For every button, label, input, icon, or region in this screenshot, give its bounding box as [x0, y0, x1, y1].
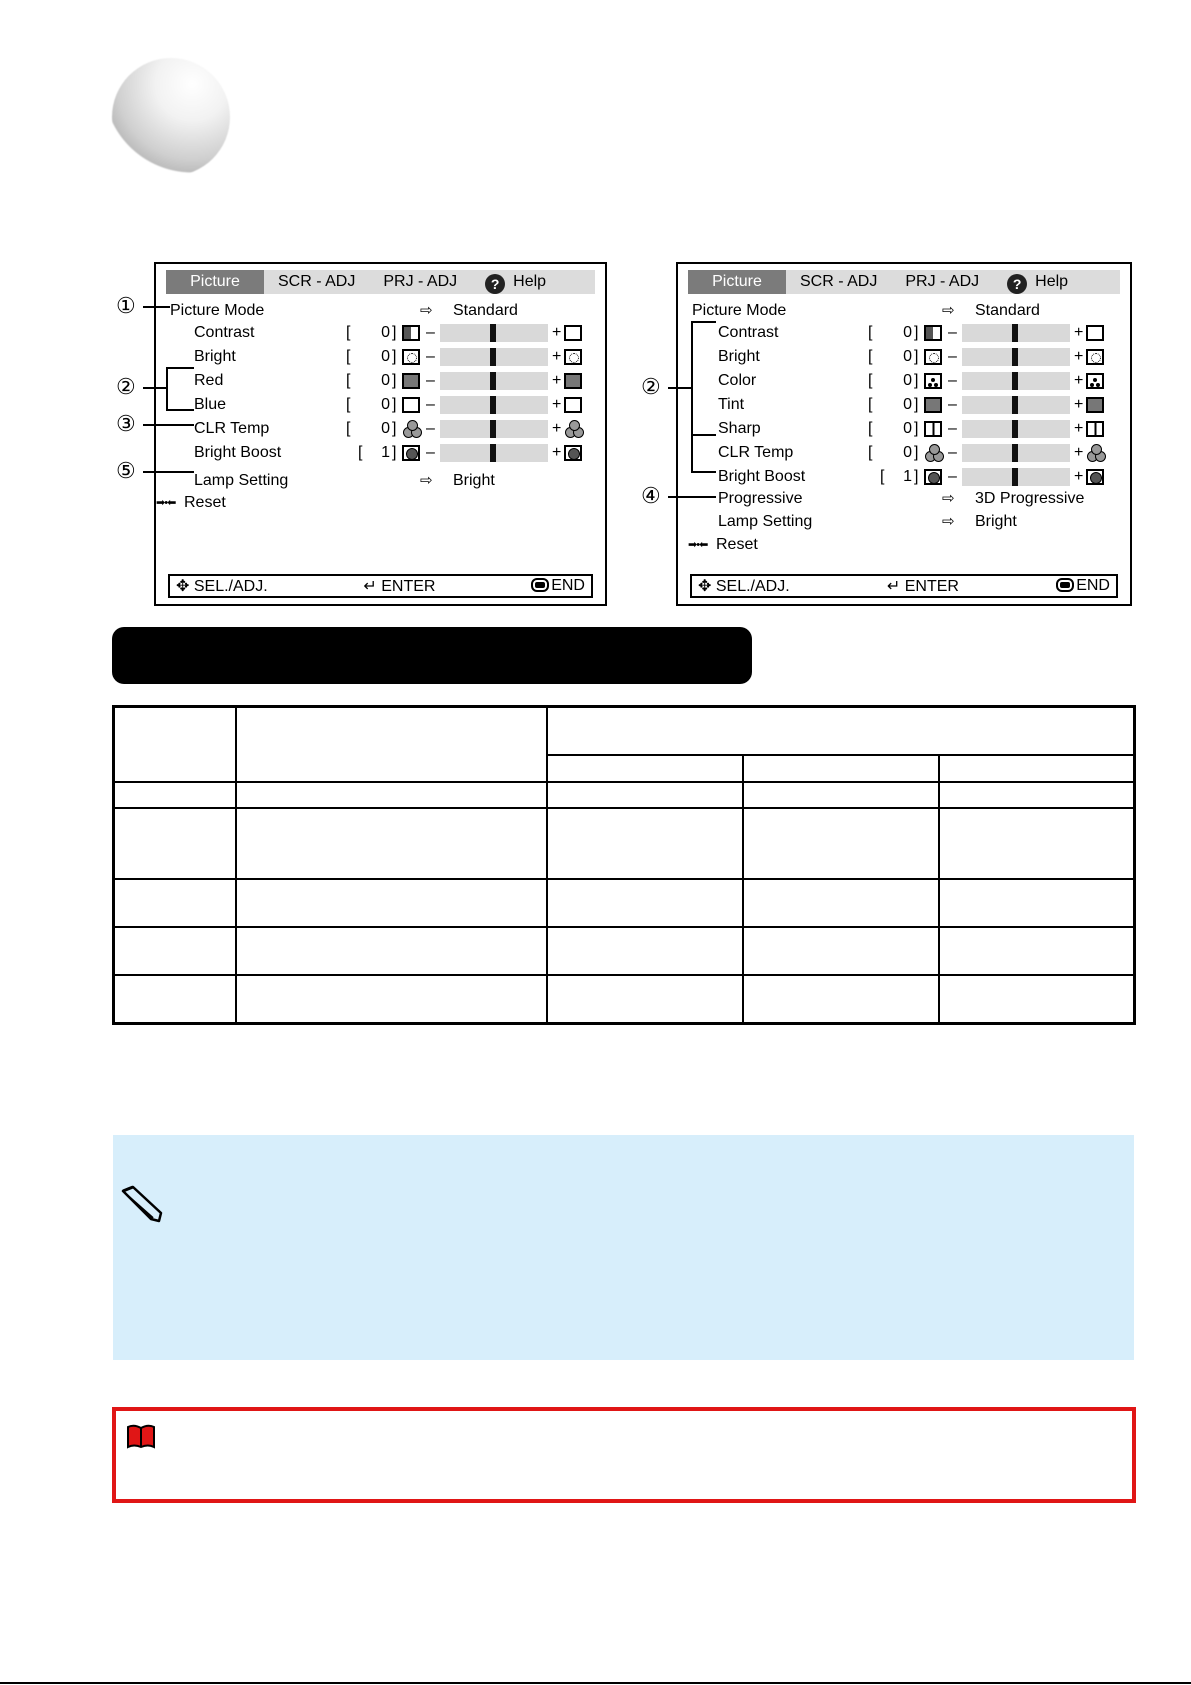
right-icon-slot: [1086, 394, 1106, 416]
left-icon-slot: [924, 346, 944, 368]
bracket-open: [: [358, 444, 363, 461]
callout-2: ②: [116, 374, 136, 399]
right-icon-slot: [1086, 322, 1106, 344]
slider-minus[interactable]: –: [426, 420, 435, 437]
sharp-setting-icon: [924, 421, 942, 437]
callout-line: [143, 471, 194, 473]
slider-plus[interactable]: +: [1074, 396, 1084, 413]
menu-row-lamp-setting[interactable]: [170, 470, 590, 492]
bracket-close: ]: [392, 420, 397, 437]
footer-enter-label: ENTER: [904, 578, 959, 595]
sun-setting-icon: [402, 349, 420, 365]
callout-bracket: [691, 321, 693, 473]
enter-icon: ↵: [886, 578, 905, 595]
footer-sel: [698, 576, 790, 596]
slider-minus[interactable]: –: [426, 372, 435, 389]
bracket-close: ]: [914, 324, 919, 341]
callout-2: ②: [641, 374, 661, 399]
slider-minus[interactable]: –: [948, 444, 957, 461]
white-setting-icon: [564, 397, 582, 413]
left-icon-slot: [402, 442, 422, 464]
gray-setting-icon: [402, 373, 420, 389]
right-icon-slot: [564, 394, 584, 416]
tri-setting-icon: [1086, 373, 1104, 389]
table-divider: [115, 926, 1133, 928]
slider-knob[interactable]: [1012, 372, 1018, 390]
slider-value: 1: [903, 468, 912, 485]
slider-knob[interactable]: [490, 396, 496, 414]
table-divider: [115, 878, 1133, 880]
slider-label: Tint: [718, 396, 745, 413]
footer-enter: [887, 576, 959, 596]
slider-value: 0: [903, 396, 912, 413]
slider-label: Bright: [718, 348, 760, 365]
arrow-right-icon: ⇨: [420, 472, 433, 489]
tab-prj-adj[interactable]: PRJ - ADJ: [383, 273, 458, 290]
bracket-close: ]: [914, 372, 919, 389]
slider-plus[interactable]: +: [1074, 468, 1084, 485]
gray-setting-icon: [1086, 397, 1104, 413]
picture-mode-value: Standard: [975, 302, 1040, 319]
tab-prj-adj[interactable]: PRJ - ADJ: [905, 273, 980, 290]
slider-value: 0: [903, 444, 912, 461]
left-icon-slot: [924, 418, 944, 440]
slider-knob[interactable]: [490, 420, 496, 438]
gray-setting-icon: [924, 397, 942, 413]
footer-enter-label: ENTER: [381, 578, 436, 595]
left-icon-slot: [924, 322, 944, 344]
slider-plus[interactable]: +: [552, 348, 562, 365]
right-icon-slot: [1086, 442, 1106, 464]
slider-label: Bright: [194, 348, 236, 365]
slider-value: 1: [381, 444, 390, 461]
right-icon-slot: [564, 418, 584, 440]
color-temp-icon: [564, 420, 584, 438]
slider-value: 0: [903, 348, 912, 365]
dpad-icon: ✥: [698, 578, 716, 595]
callout-line: [668, 496, 716, 498]
table-divider: [115, 807, 1133, 809]
slider-value: 0: [903, 420, 912, 437]
menu-row-slider[interactable]: [170, 418, 600, 440]
slider-label: Contrast: [194, 324, 255, 341]
callout-1: ①: [116, 293, 136, 318]
menu-row-slider[interactable]: [692, 466, 1122, 488]
picture-mode-value: Standard: [453, 302, 518, 319]
arrow-right-icon: ⇨: [942, 490, 955, 507]
bracket-close: ]: [914, 444, 919, 461]
bracket-open: [: [868, 324, 873, 341]
slider-label: Contrast: [718, 324, 779, 341]
slider-minus[interactable]: –: [948, 396, 957, 413]
bracket-close: ]: [914, 396, 919, 413]
footer-end: [531, 577, 585, 595]
pencil-note-icon: [119, 1185, 165, 1223]
lamp-setting-label: Lamp Setting: [194, 472, 289, 489]
reset-label: Reset: [184, 494, 226, 511]
left-icon-slot: [402, 346, 422, 368]
picture-menu-left: [154, 262, 607, 606]
slider-minus[interactable]: –: [948, 420, 957, 437]
bracket-close: ]: [914, 468, 919, 485]
progressive-value: 3D Progressive: [975, 490, 1085, 507]
enter-icon: ↵: [363, 578, 382, 595]
slider-knob[interactable]: [1012, 324, 1018, 342]
menu-tabbar: [688, 270, 1120, 294]
slider-value: 0: [381, 348, 390, 365]
bracket-open: [: [880, 468, 885, 485]
slider-knob[interactable]: [490, 324, 496, 342]
bracket-close: ]: [914, 348, 919, 365]
settings-table: [112, 705, 1136, 1025]
gray-setting-icon: [564, 373, 582, 389]
bracket-open: [: [346, 348, 351, 365]
menu-row-reset[interactable]: [688, 534, 888, 556]
callout-bracket: [691, 434, 716, 436]
right-icon-slot: [1086, 346, 1106, 368]
slider-minus[interactable]: –: [426, 444, 435, 461]
callout-bracket: [166, 409, 194, 411]
slider-plus[interactable]: +: [1074, 348, 1084, 365]
picture-mode-label: Picture Mode: [692, 302, 787, 319]
footer-sel: [176, 576, 268, 596]
arrow-right-icon: ⇨: [420, 302, 433, 319]
arrow-right-icon: ⇨: [942, 513, 955, 530]
menu-row-slider[interactable]: [692, 442, 1122, 464]
footer-sel-label: SEL./ADJ.: [193, 578, 268, 595]
info-box: [112, 1407, 1136, 1503]
ring-setting-icon: [564, 445, 582, 461]
sharp-setting-icon: [1086, 421, 1104, 437]
slider-minus[interactable]: –: [948, 324, 957, 341]
right-icon-slot: [564, 370, 584, 392]
slider-value: 0: [381, 420, 390, 437]
end-icon: [531, 578, 549, 592]
menu-row-slider[interactable]: [692, 346, 1122, 368]
right-icon-slot: [1086, 466, 1106, 488]
slider-knob[interactable]: [1012, 444, 1018, 462]
white-setting-icon: [402, 397, 420, 413]
menu-row-slider[interactable]: [692, 394, 1122, 416]
tab-help-label: Help: [1035, 273, 1069, 290]
right-icon-slot: [564, 346, 584, 368]
left-icon-slot: [924, 394, 944, 416]
right-icon-slot: [1086, 418, 1106, 440]
slider-label: CLR Temp: [194, 420, 270, 437]
bracket-open: [: [346, 324, 351, 341]
left-icon-slot: [402, 394, 422, 416]
slider-plus[interactable]: +: [552, 396, 562, 413]
section-banner: [112, 627, 752, 684]
slider-value: 0: [381, 324, 390, 341]
picture-mode-label: Picture Mode: [170, 302, 265, 319]
slider-minus[interactable]: –: [948, 468, 957, 485]
callout-bracket: [166, 367, 194, 369]
slider-plus[interactable]: +: [552, 324, 562, 341]
callout-3: ③: [116, 411, 136, 436]
slider-minus[interactable]: –: [426, 348, 435, 365]
menu-footer: [168, 574, 593, 598]
callout-line: [143, 424, 194, 426]
bracket-open: [: [868, 372, 873, 389]
tab-picture[interactable]: Picture: [688, 270, 786, 294]
half-setting-icon: [924, 325, 942, 341]
menu-row-lamp-setting[interactable]: [692, 511, 1112, 533]
menu-row-slider[interactable]: [170, 394, 600, 416]
dpad-icon: ✥: [176, 578, 194, 595]
slider-label: Blue: [194, 396, 227, 413]
slider-knob[interactable]: [1012, 396, 1018, 414]
reset-icon: ➡•⬅: [688, 539, 708, 551]
table-divider: [115, 781, 1133, 783]
page-bottom-rule: [0, 1682, 1191, 1684]
slider-plus[interactable]: +: [1074, 324, 1084, 341]
white-setting-icon: [564, 325, 582, 341]
tab-scr-adj[interactable]: SCR - ADJ: [800, 273, 878, 290]
slider-minus[interactable]: –: [426, 324, 435, 341]
menu-row-slider[interactable]: [170, 346, 600, 368]
right-icon-slot: [564, 322, 584, 344]
slider-minus[interactable]: –: [426, 396, 435, 413]
slider-plus[interactable]: +: [1074, 372, 1084, 389]
ring-setting-icon: [924, 469, 942, 485]
slider-label: Bright Boost: [194, 444, 282, 461]
reset-label: Reset: [716, 536, 758, 553]
bracket-open: [: [346, 372, 351, 389]
ring-setting-icon: [402, 445, 420, 461]
bracket-close: ]: [392, 396, 397, 413]
lamp-setting-value: Bright: [975, 513, 1017, 530]
slider-plus[interactable]: +: [552, 372, 562, 389]
left-icon-slot: [402, 370, 422, 392]
help-icon: ?: [1007, 274, 1027, 294]
picture-menu-right: [676, 262, 1132, 606]
lamp-setting-value: Bright: [453, 472, 495, 489]
table-divider: [115, 974, 1133, 976]
slider-minus[interactable]: –: [948, 348, 957, 365]
callout-4: ④: [641, 483, 661, 508]
slider-label: Color: [718, 372, 757, 389]
slider-knob[interactable]: [490, 372, 496, 390]
table-divider: [546, 754, 1133, 756]
arrow-right-icon: ⇨: [942, 302, 955, 319]
tab-help[interactable]: [471, 270, 560, 294]
table-divider: [938, 754, 940, 1022]
right-icon-slot: [1086, 370, 1106, 392]
tab-picture[interactable]: Picture: [166, 270, 264, 294]
half-setting-icon: [402, 325, 420, 341]
bracket-open: [: [346, 420, 351, 437]
menu-row-slider[interactable]: [170, 322, 600, 344]
note-box: [113, 1135, 1134, 1360]
slider-label: Sharp: [718, 420, 761, 437]
lamp-setting-label: Lamp Setting: [718, 513, 813, 530]
tab-scr-adj[interactable]: SCR - ADJ: [278, 273, 356, 290]
slider-minus[interactable]: –: [948, 372, 957, 389]
slider-label: Red: [194, 372, 224, 389]
bracket-close: ]: [392, 348, 397, 365]
menu-row-slider[interactable]: [170, 370, 600, 392]
bracket-open: [: [868, 444, 873, 461]
reset-icon: ➡•⬅: [156, 497, 176, 509]
progressive-label: Progressive: [718, 490, 803, 507]
menu-row-reset[interactable]: [156, 492, 356, 514]
book-icon: [126, 1423, 156, 1449]
slider-label: CLR Temp: [718, 444, 794, 461]
slider-value: 0: [903, 324, 912, 341]
bracket-close: ]: [392, 324, 397, 341]
bracket-open: [: [868, 348, 873, 365]
slider-knob[interactable]: [1012, 420, 1018, 438]
slider-value: 0: [381, 396, 390, 413]
menu-row-slider[interactable]: [692, 370, 1122, 392]
sun-setting-icon: [1086, 349, 1104, 365]
sun-setting-icon: [564, 349, 582, 365]
menu-row-picture-mode[interactable]: [170, 300, 590, 322]
slider-plus[interactable]: +: [552, 420, 562, 437]
menu-row-slider[interactable]: [692, 418, 1122, 440]
slider-value: 0: [381, 372, 390, 389]
white-setting-icon: [1086, 325, 1104, 341]
callout-bracket: [166, 367, 168, 411]
slider-plus[interactable]: +: [552, 444, 562, 461]
slider-plus[interactable]: +: [1074, 444, 1084, 461]
callout-line: [668, 387, 692, 389]
left-icon-slot: [402, 418, 422, 440]
tab-help-label: Help: [513, 273, 547, 290]
footer-end: [1056, 577, 1110, 595]
bracket-open: [: [868, 420, 873, 437]
menu-footer: [690, 574, 1118, 598]
callout-bracket: [691, 471, 716, 473]
bracket-close: ]: [392, 444, 397, 461]
slider-knob[interactable]: [1012, 348, 1018, 366]
end-icon: [1056, 578, 1074, 592]
footer-end-label: END: [1076, 577, 1110, 594]
slider-value: 0: [903, 372, 912, 389]
callout-5: ⑤: [116, 458, 136, 483]
callout-line: [143, 306, 170, 308]
slider-knob[interactable]: [1012, 468, 1018, 486]
left-icon-slot: [924, 370, 944, 392]
slider-knob[interactable]: [490, 444, 496, 462]
ring-setting-icon: [1086, 469, 1104, 485]
menu-row-picture-mode[interactable]: [692, 300, 1112, 322]
right-icon-slot: [564, 442, 584, 464]
help-icon: ?: [485, 274, 505, 294]
slider-knob[interactable]: [490, 348, 496, 366]
bracket-close: ]: [392, 372, 397, 389]
left-icon-slot: [924, 442, 944, 464]
table-divider: [742, 754, 744, 1022]
bracket-open: [: [346, 396, 351, 413]
tab-help[interactable]: [993, 270, 1082, 294]
section-marker-circle: [112, 58, 230, 176]
menu-row-slider[interactable]: [170, 442, 600, 464]
color-temp-icon: [1086, 444, 1106, 462]
slider-plus[interactable]: +: [1074, 420, 1084, 437]
color-temp-icon: [924, 444, 944, 462]
footer-end-label: END: [551, 577, 585, 594]
menu-tabbar: [166, 270, 595, 294]
bracket-open: [: [868, 396, 873, 413]
footer-sel-label: SEL./ADJ.: [715, 578, 790, 595]
slider-label: Bright Boost: [718, 468, 806, 485]
tri-setting-icon: [924, 373, 942, 389]
left-icon-slot: [924, 466, 944, 488]
sun-setting-icon: [924, 349, 942, 365]
callout-line: [143, 387, 167, 389]
footer-enter: [363, 576, 435, 596]
color-temp-icon: [402, 420, 422, 438]
callout-bracket: [691, 321, 716, 323]
bracket-close: ]: [914, 420, 919, 437]
menu-row-progressive[interactable]: [692, 488, 1112, 510]
left-icon-slot: [402, 322, 422, 344]
menu-row-slider[interactable]: [692, 322, 1122, 344]
